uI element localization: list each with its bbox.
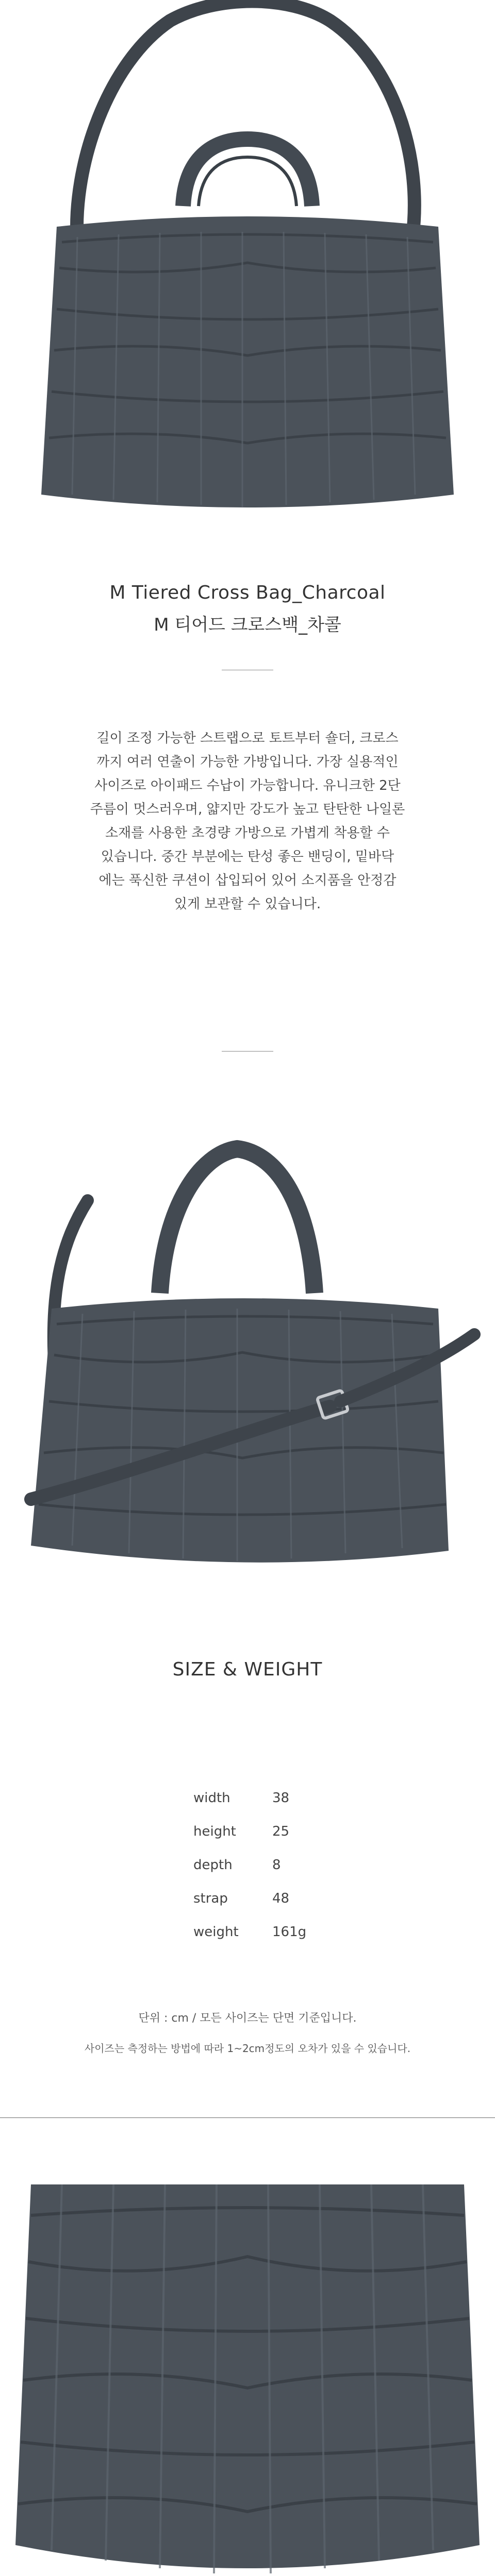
- spec-value-weight: 161g: [272, 1924, 307, 1940]
- spec-label-width: width: [193, 1790, 230, 1806]
- description-line: 사이즈로 아이패드 수납이 가능합니다. 유니크한 2단: [94, 778, 401, 793]
- product-side-image: [0, 1139, 495, 1582]
- description-line: 주름이 멋스러우며, 얇지만 강도가 높고 탄탄한 나일론: [90, 802, 405, 817]
- description-line: 있게 보관할 수 있습니다.: [174, 896, 321, 912]
- measure-note: 사이즈는 측정하는 방법에 따라 1~2cm정도의 오차가 있을 수 있습니다.: [84, 2042, 411, 2055]
- spec-value-strap: 48: [272, 1891, 290, 1906]
- description-line: 있습니다. 중간 부분에는 탄성 좋은 밴딩이, 밑바닥: [101, 849, 394, 865]
- spec-value-height: 25: [272, 1824, 290, 1839]
- product-title-ko: M 티어드 크로스백_차콜: [154, 615, 341, 635]
- description-line: 소재를 사용한 초경량 가방으로 가볍게 착용할 수: [105, 825, 390, 841]
- fabric-closeup-image: [0, 2184, 495, 2576]
- spec-value-depth: 8: [272, 1857, 281, 1873]
- spec-label-height: height: [193, 1824, 236, 1839]
- unit-note: 단위 : cm / 모든 사이즈는 단면 기준입니다.: [138, 2012, 357, 2025]
- description-line: 에는 푹신한 쿠션이 삽입되어 있어 소지품을 안정감: [98, 873, 397, 888]
- spec-label-weight: weight: [193, 1924, 239, 1940]
- spec-label-strap: strap: [193, 1891, 228, 1906]
- description-line: 길이 조정 가능한 스트랩으로 토트부터 숄더, 크로스: [96, 731, 399, 746]
- description-line: 까지 여러 연출이 가능한 가방입니다. 가장 실용적인: [96, 754, 399, 770]
- hero-product-image: [0, 0, 495, 531]
- divider: [222, 1051, 273, 1052]
- spec-value-width: 38: [272, 1790, 290, 1806]
- section-divider: [0, 2117, 495, 2118]
- product-description: [0, 726, 495, 916]
- product-title-en: M Tiered Cross Bag_Charcoal: [109, 582, 386, 603]
- spec-label-depth: depth: [193, 1857, 233, 1873]
- size-weight-heading: SIZE & WEIGHT: [172, 1659, 323, 1680]
